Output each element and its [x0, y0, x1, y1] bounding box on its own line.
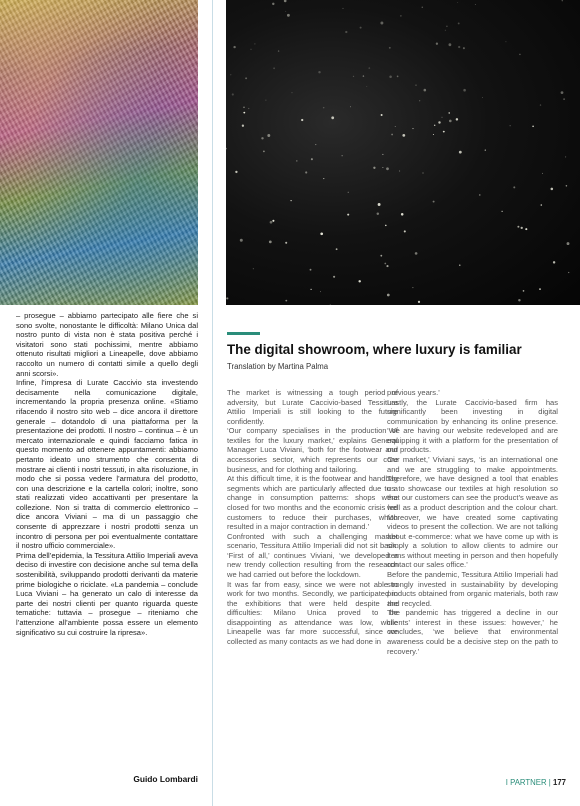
sparkle: [505, 41, 506, 42]
sparkle: [532, 125, 534, 127]
sparkle: [386, 265, 388, 267]
sparkle: [513, 186, 515, 188]
sparkle: [301, 119, 303, 121]
english-paragraph: Lastly, the Lurate Caccivio-based firm has significantly been investing in digital communication by enhancing its online presence. ‘We are having our website redeveloped and are equipping it with a platform for the presentation of our products.: [387, 397, 558, 455]
sparkle: [501, 211, 502, 212]
sparkle: [391, 134, 393, 136]
sparkle: [458, 46, 460, 48]
sparkle: [389, 75, 392, 78]
sparkle: [336, 248, 338, 250]
sparkle: [404, 230, 406, 232]
sparkle: [254, 43, 255, 44]
italian-paragraph: Infine, l’impresa di Lurate Caccivio sta investendo decisamente nella comunicazione digitale, incrementando la propria presenza online. «Stiamo rifacendo il nostro sito web – dice ancora il direttore generale – dotandolo di una piattaforma per la presentazione dei prodotti. Il nostro – continua – è un mercato internazionale e quindi facciamo fatica in questo momento ad ottenere appuntamenti: abbiamo pertanto ideato uno strumento che consenta di mostrare ai clienti i nostri tessuti, in alta risoluzione, in modo che si possa vedere l’armatura del prodotto, con una descrizione e la cartella colori; inoltre, sono stati realizzati video accattivanti per presentare la collezione. Non si tratta di commercio elettronico – dice ancora Viviani – ma di un passaggio che consente di apprezzare i nostri prodotti senza un incontro di persona per poi eventualmente contattare il nostro ufficio commerciale».: [16, 378, 198, 551]
sparkle: [400, 15, 401, 16]
sparkle: [380, 255, 382, 257]
sparkle: [399, 170, 400, 171]
sparkle: [311, 158, 313, 160]
sparkle: [285, 11, 286, 12]
sparkle: [389, 47, 391, 49]
sparkle: [395, 126, 396, 127]
sparkle: [463, 89, 466, 92]
article-subtitle: Translation by Martina Palma: [227, 362, 329, 371]
sparkle-fabric-photo: [226, 0, 580, 305]
sparkle: [401, 213, 404, 216]
sparkle: [386, 167, 389, 170]
english-paragraph: Our market,’ Viviani says, ‘is an international one and we are struggling to make appointments. Therefore, we have designed a tool that enables us to showcase our textiles at high resolution so that our customers can see the product’s weave as well as a product description and the colour chart. Moreover, we have created some captivating videos to present the collection. We are not talking about e-commerce: what we have come up with is simply a solution to allow clients to admire our items without meeting in person and then hopefully contact our sales office.’: [387, 455, 558, 570]
sparkle: [318, 71, 320, 73]
italian-text-column: [16, 311, 198, 637]
english-paragraph: ‘Our company specialises in the production of textiles for the luxury market,’ explains General Manager Luca Viviani, ‘both for the footwear and accessories sector, which represents our core business, and for clothing and tailoring.: [227, 426, 398, 474]
sparkle: [243, 112, 245, 114]
sparkle: [519, 54, 521, 56]
column-divider: [212, 0, 213, 806]
sparkle: [296, 160, 298, 162]
sparkle: [402, 134, 405, 137]
sparkle: [273, 67, 275, 69]
sparkle: [323, 107, 325, 109]
sparkle: [287, 14, 290, 17]
sparkle: [442, 117, 443, 118]
sparkle: [445, 30, 446, 31]
sparkle: [419, 100, 420, 101]
sparkle: [397, 76, 399, 78]
sparkle: [285, 300, 287, 302]
page-footer: [468, 778, 566, 787]
sparkle: [433, 134, 434, 135]
sparkle: [343, 8, 344, 9]
sparkle: [384, 263, 386, 265]
sparkle: [553, 261, 555, 263]
sparkle: [382, 167, 383, 168]
sparkle: [517, 226, 519, 228]
sparkle: [422, 172, 423, 173]
sparkle: [320, 232, 323, 235]
sparkle: [479, 194, 480, 195]
sparkle: [482, 97, 483, 98]
sparkle: [363, 75, 364, 76]
sparkle: [485, 149, 486, 150]
page-number: 177: [552, 778, 566, 787]
sparkle: [373, 167, 375, 169]
sparkle: [305, 171, 307, 173]
sparkle: [565, 156, 566, 157]
sparkle: [333, 276, 335, 278]
sparkle: [345, 31, 347, 33]
sparkle: [539, 288, 541, 290]
sparkle: [433, 201, 435, 203]
sparkle: [368, 67, 370, 69]
english-text-column-2: [387, 388, 558, 656]
sparkle: [342, 155, 343, 156]
sparkle: [226, 297, 228, 299]
sparkle: [269, 241, 272, 244]
sparkle: [422, 7, 424, 9]
sparkle: [240, 239, 243, 242]
sparkle: [459, 151, 462, 154]
sparkle: [568, 272, 569, 273]
sparkle: [551, 188, 554, 191]
sparkle: [242, 125, 244, 127]
sparkle: [378, 203, 381, 206]
sparkle: [457, 2, 458, 3]
textile-photo: [0, 0, 198, 305]
sparkle: [443, 131, 445, 133]
sparkle: [382, 154, 383, 155]
sparkle: [542, 173, 543, 174]
title-accent-bar: [227, 332, 260, 335]
sparkle: [385, 225, 387, 227]
sparkle: [243, 107, 245, 109]
sparkle: [377, 213, 379, 215]
sparkle: [253, 268, 254, 269]
sparkle: [285, 242, 287, 244]
sparkle: [562, 0, 564, 1]
sparkle-overlay: [226, 0, 580, 305]
sparkle: [380, 22, 383, 25]
sparkle: [381, 114, 383, 116]
sparkle: [510, 125, 511, 126]
sparkle: [350, 106, 351, 107]
english-paragraph: Confronted with such a challenging market scenario, Tessitura Attilio Imperiali did not sit back. ‘First of all,’ continues Viviani, ‘we developed a new trendy collection resulting from the research we had carried out before the lockdown.: [227, 531, 398, 579]
sparkle: [523, 290, 525, 292]
sparkle: [567, 242, 570, 245]
sparkle: [412, 287, 413, 288]
english-paragraph: previous years.’: [387, 388, 440, 397]
sparkle: [353, 76, 354, 77]
sparkle: [284, 0, 287, 2]
article-title: The digital showroom, where luxury is familiar: [227, 342, 522, 357]
sparkle: [245, 77, 247, 79]
sparkle: [449, 43, 452, 46]
sparkle: [412, 128, 413, 129]
sparkle: [418, 301, 420, 303]
sparkle: [292, 92, 293, 93]
sparkle: [251, 49, 252, 50]
italian-paragraph: – prosegue – abbiamo partecipato alle fiere che si sono svolte, nonostante le difficoltà: Milano Unica dal nostro punto di vista non è stata positiva perché i visitatori sono stati pochissimi, mentre abbiamo ottenuto risultati migliori a Lineapelle, dove abbiamo raccolto un numero di contatti simile a quello degli anni scorsi».: [16, 311, 198, 378]
sparkle: [233, 46, 235, 48]
english-paragraph: The market is witnessing a tough period of adversity, but Lurate Caccivio-based Tessitura Attilio Imperiali is still looking to the future confidently.: [227, 388, 398, 426]
sparkle: [323, 178, 324, 179]
sparkle: [424, 89, 427, 92]
sparkle: [263, 151, 265, 153]
sparkle: [358, 280, 360, 282]
sparkle: [320, 291, 321, 292]
sparkle: [235, 171, 237, 173]
sparkle: [348, 192, 349, 193]
sparkle: [366, 86, 367, 87]
sparkle: [248, 108, 249, 109]
sparkle: [566, 185, 568, 187]
sparkle: [459, 265, 460, 266]
sparkle: [541, 204, 543, 206]
sparkle: [278, 50, 279, 51]
sparkle: [265, 100, 266, 101]
italian-paragraph: Prima dell’epidemia, la Tessitura Attilio Imperiali aveva deciso di investire con decisione anche sul tema della sostenibilità, sviluppando prodotti derivanti da materie prime biologiche o riciclate. «La pandemia – conclude Luca Viviani – ha generato un calo di interesse da parte dei nostri clienti per quanto riguarda queste tematiche: tuttavia – prosegue – riteniamo che l’attenzione all’ambiente possa essere un elemento significativo su cui costruire la ripresa».: [16, 550, 198, 637]
author-name: Guido Lombardi: [133, 774, 198, 784]
sparkle: [561, 91, 564, 94]
sparkle: [563, 98, 565, 100]
sparkle: [449, 120, 452, 123]
sparkle: [521, 227, 523, 229]
sparkle: [267, 134, 270, 137]
sparkle: [475, 4, 476, 5]
english-paragraph: It was far from easy, since we were not able to work for two months. Secondly, we participated in the exhibitions that were held despite the difficulties: Milano Unica proved to be disappointing as attendance was low, while Lineapelle was far more successful, since we collected as many contacts as we had done in: [227, 579, 398, 647]
sparkle: [415, 84, 417, 86]
sparkle: [438, 121, 440, 123]
sparkle: [290, 200, 291, 201]
english-paragraph: Before the pandemic, Tessitura Attilio Imperiali had strongly invested in sustainability by developing products obtained from organic materials, both raw and recycled.: [387, 569, 558, 608]
english-paragraph: At this difficult time, it is the footwear and handbag segments which are particularly affected due to a change in consumption patterns: shops were closed for two months and the economic crisis led customers to reduce their purchases, which resulted in a major contraction in demand.’: [227, 474, 398, 532]
sparkle: [270, 221, 273, 224]
sparkle: [436, 43, 438, 45]
sparkle: [463, 47, 465, 49]
sparkle: [310, 289, 311, 290]
sparkle: [525, 228, 527, 230]
sparkle: [360, 27, 362, 29]
sparkle: [315, 144, 316, 145]
sparkle: [540, 104, 541, 105]
sparkle: [261, 137, 263, 139]
english-text-column-1: [227, 388, 398, 647]
sparkle: [226, 148, 227, 150]
sparkle: [330, 304, 331, 305]
sparkle: [446, 25, 448, 27]
sparkle: [272, 3, 274, 5]
sparkle: [331, 116, 334, 119]
sparkle: [387, 294, 390, 297]
sparkle: [456, 118, 458, 120]
sparkle: [458, 22, 460, 24]
sparkle: [415, 252, 418, 255]
sparkle: [230, 74, 231, 75]
sparkle: [272, 220, 274, 222]
sparkle: [310, 269, 312, 271]
english-paragraph: The pandemic has triggered a decline in our clients’ interest in these issues: however,’ he concludes, ‘we believe that environmental awareness could be a decisive step on the path to recovery.’: [387, 608, 558, 656]
sparkle: [434, 125, 435, 126]
sparkle: [232, 93, 234, 95]
sparkle: [347, 214, 349, 216]
footer-separator: |: [548, 778, 551, 787]
sparkle: [448, 112, 449, 113]
magazine-name: I PARTNER: [505, 778, 547, 787]
sparkle: [518, 299, 520, 301]
